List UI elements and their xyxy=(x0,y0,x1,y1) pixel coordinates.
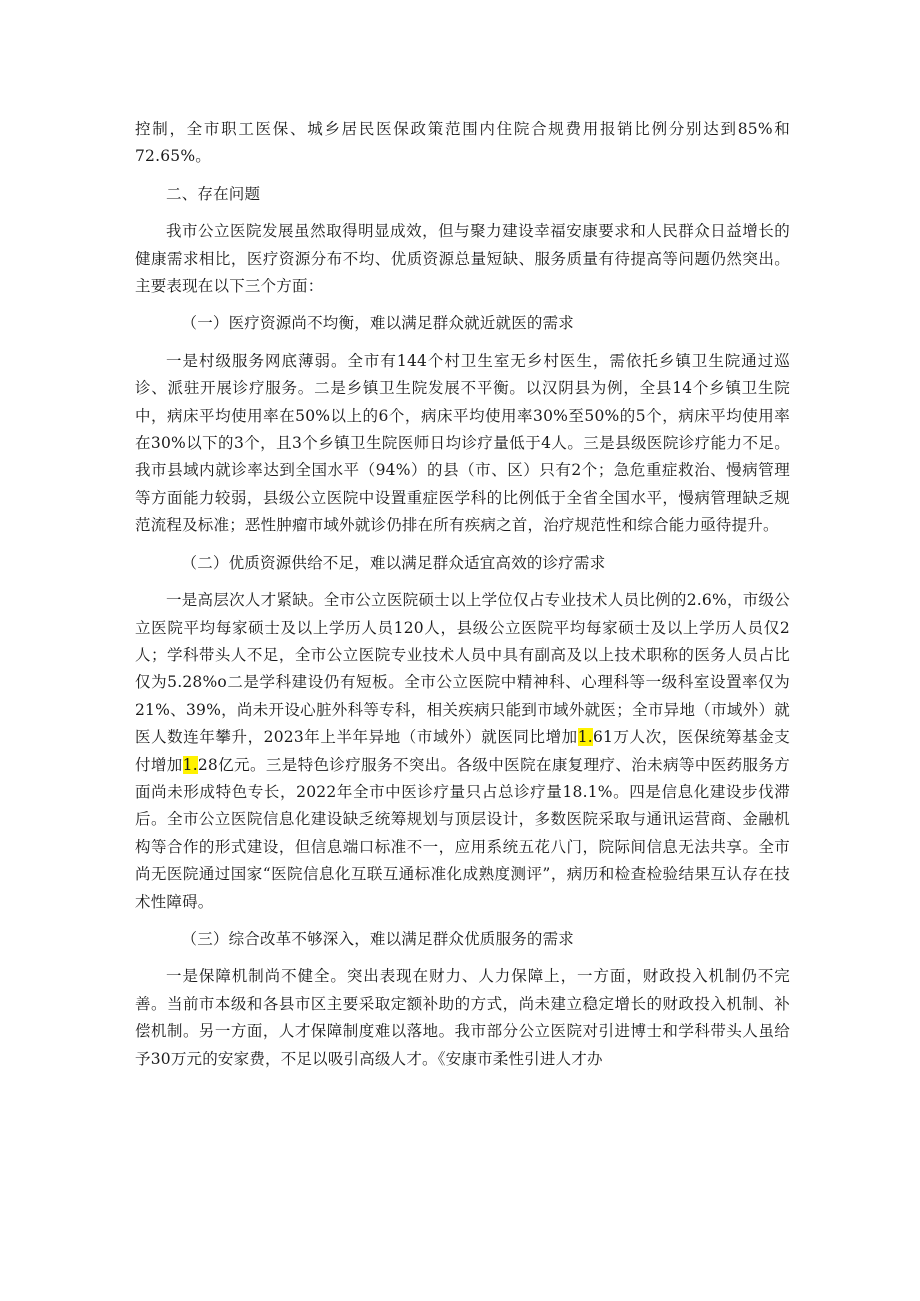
document-body xyxy=(135,116,790,1073)
subsection-heading-text: （三）综合改革不够深入，难以满足群众优质服务的需求 xyxy=(181,929,575,948)
paragraph-text: 我市公立医院发展虽然取得明显成效，但与聚力建设幸福安康要求和人民群众日益增长的健康需求相比，医疗资源分布不均、优质资源总量短缺、服务质量有待提高等问题仍然突出。主要表现在以下三个方面： xyxy=(135,222,790,296)
paragraph xyxy=(135,587,790,916)
subsection-heading-text: （二）优质资源供给不足，难以满足群众适宜高效的诊疗需求 xyxy=(181,553,606,572)
paragraph-text: 一是保障机制尚不健全。突出表现在财力、人力保障上，一方面，财政投入机制仍不完善。当前市本级和各县市区主要采取定额补助的方式，尚未建立稳定增长的财政投入机制、补偿机制。另一方面，人才保障制度难以落地。我市部分公立医院对引进博士和学科带头人虽给予30万元的安家费，不足以吸引高级人才。《安康市柔性引进人才办 xyxy=(135,967,790,1068)
paragraph-gap xyxy=(135,953,790,963)
paragraph-text: 控制，全市职工医保、城乡居民医保政策范围内住院合规费用报销比例分别达到85%和72.65%。 xyxy=(135,120,790,166)
subsection-heading xyxy=(135,926,790,953)
subsection-heading-text: （一）医疗资源尚不均衡，难以满足群众就近就医的需求 xyxy=(181,314,575,333)
paragraph-continued xyxy=(135,116,790,171)
section-heading xyxy=(135,181,790,208)
paragraph xyxy=(135,218,790,300)
paragraph-text: 一是高层次人才紧缺。全市公立医院硕士以上学位仅占专业技术人员比例的2.6%，市级公立医院平均每家硕士及以上学历人员120人，县级公立医院平均每家硕士及以上学历人员仅2人；学科带头人不足，全市公立医院专业技术人员中具有副高及以上技术职称的医务人员占比仅为5.28%o二是学科建设仍有短板。全市公立医院中精神科、心理科等一级科室设置率仅为21%、39%，尚未开设心脏外科等专科，相关疾病只能到市域外就医；全市异地（市域外）就医人数连年攀升，2023年上半年异地（市域外）就医同比增加 xyxy=(135,591,790,747)
paragraph-gap xyxy=(135,300,790,310)
paragraph xyxy=(135,348,790,540)
paragraph-text: 一是村级服务网底薄弱。全市有144个村卫生室无乡村医生，需依托乡镇卫生院通过巡诊、派驻开展诊疗服务。二是乡镇卫生院发展不平衡。以汉阴县为例，全县14个乡镇卫生院中，病床平均使用率在50%以上的6个，病床平均使用率30%至50%的5个，病床平均使用率在30%以下的3个，且3个乡镇卫生院医师日均诊疗量低于4人。三是县级医院诊疗能力不足。我市县域内就诊率达到全国水平（94%）的县（市、区）只有2个；急危重症救治、慢病管理等方面能力较弱，县级公立医院中设置重症医学科的比例低于全省全国水平，慢病管理缺乏规范流程及标准；恶性肿瘤市域外就诊仍排在所有疾病之首，治疗规范性和综合能力亟待提升。 xyxy=(135,351,790,535)
paragraph-gap xyxy=(135,208,790,218)
paragraph-gap xyxy=(135,916,790,926)
paragraph-gap xyxy=(135,577,790,587)
paragraph-text: 61万人次，医保统筹基金支付增加 xyxy=(135,728,791,774)
paragraph xyxy=(135,963,790,1073)
paragraph-gap xyxy=(135,338,790,348)
section-heading-text: 二、存在问题 xyxy=(166,184,261,203)
subsection-heading xyxy=(135,550,790,577)
subsection-heading xyxy=(135,310,790,337)
highlighted-text: 1. xyxy=(577,728,593,747)
paragraph-text: 28亿元。三是特色诊疗服务不突出。各级中医院在康复理疗、治未病等中医药服务方面尚未形成特色专长，2022年全市中医诊疗量只占总诊疗量18.1%。四是信息化建设步伐滞后。全市公立医院信息化建设缺乏统筹规划与顶层设计，多数医院采取与通讯运营商、金融机构等合作的形式建设，但信息端口标准不一，应用系统五花八门，院际间信息无法共享。全市尚无医院通过国家“医院信息化互联互通标准化成熟度测评”，病历和检查检验结果互认存在技术性障碍。 xyxy=(135,755,790,911)
highlighted-text: 1. xyxy=(182,755,198,774)
paragraph-gap xyxy=(135,171,790,181)
paragraph-gap xyxy=(135,540,790,550)
